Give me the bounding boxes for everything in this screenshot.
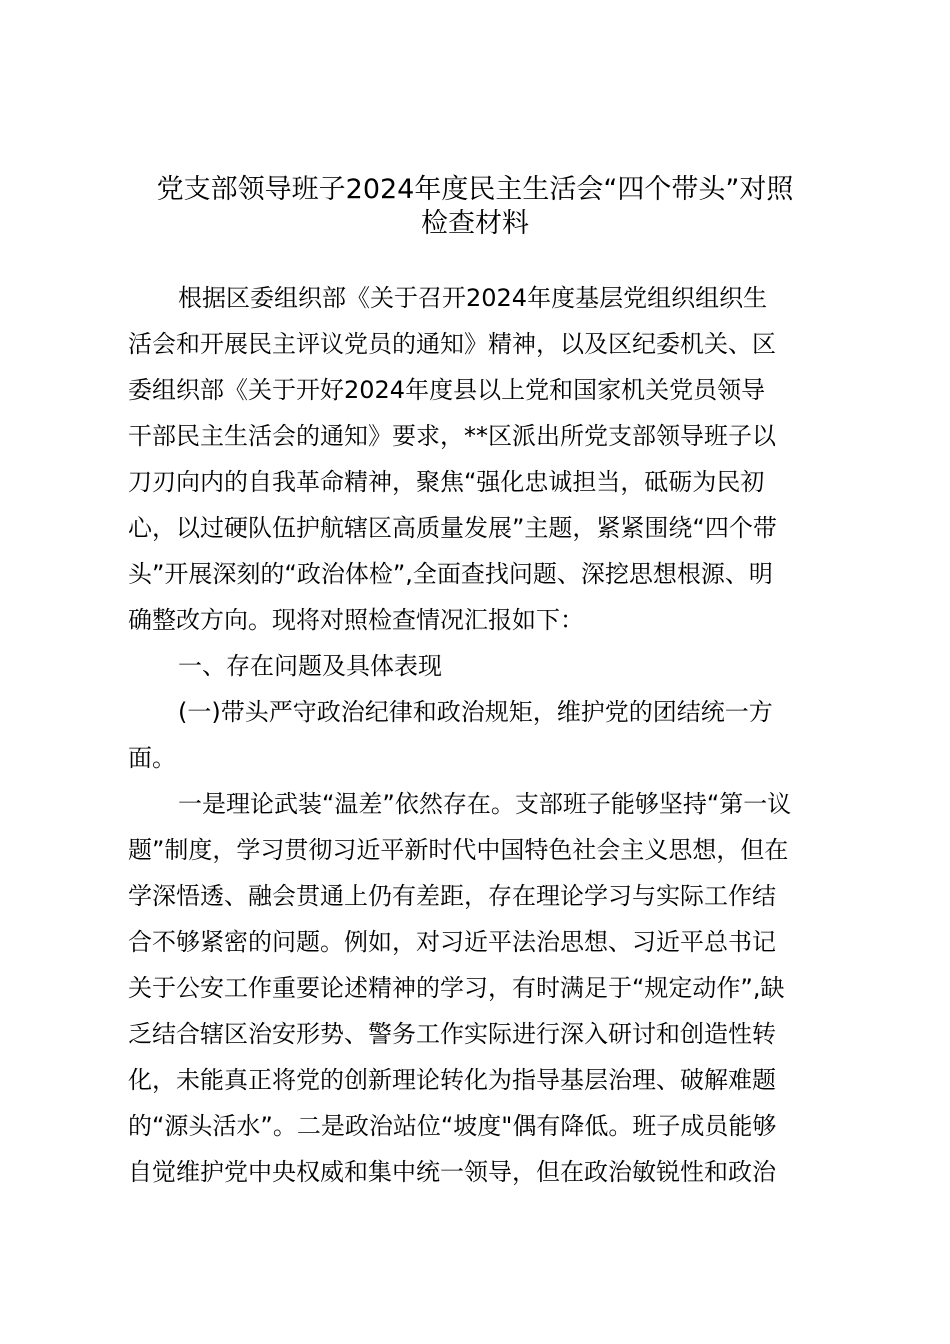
section-heading: 一、存在问题及具体表现	[178, 652, 442, 680]
body-line: 学深悟透、融会贯通上仍有差距，存在理论学习与实际工作结	[128, 882, 776, 910]
body-line: 乏结合辖区治安形势、警务工作实际进行深入研讨和创造性转	[128, 1020, 776, 1048]
body-line: 委组织部《关于开好2024年度县以上党和国家机关党员领导	[128, 376, 766, 404]
body-line: 活会和开展民主评议党员的通知》精神，以及区纪委机关、区	[128, 330, 776, 358]
body-line: 化，未能真正将党的创新理论转化为指导基层治理、破解难题	[128, 1066, 776, 1094]
body-line: 合不够紧密的问题。例如，对习近平法治思想、习近平总书记	[128, 928, 776, 956]
body-line: 自觉维护党中央权威和集中统一领导，但在政治敏锐性和政治	[128, 1158, 776, 1186]
document-title-line-1: 党支部领导班子2024年度民主生活会“四个带头”对照	[156, 174, 794, 205]
body-line: 关于公安工作重要论述精神的学习，有时满足于“规定动作”,缺	[128, 974, 785, 1002]
document-title-line-2: 检查材料	[421, 208, 529, 239]
body-line: 一是理论武装“温差”依然存在。支部班子能够坚持“第一议	[178, 790, 792, 818]
body-line: 干部民主生活会的通知》要求，**区派出所党支部领导班子以	[128, 422, 776, 450]
body-line: 的“源头活水”。二是政治站位“坡度"偶有降低。班子成员能够	[128, 1112, 777, 1140]
body-line: 头”开展深刻的“政治体检”,全面查找问题、深挖思想根源、明	[128, 560, 773, 588]
body-line: 刀刃向内的自我革命精神，聚焦“强化忠诚担当，砥砺为民初	[128, 468, 765, 496]
subsection-heading: (一)带头严守政治纪律和政治规矩，维护党的团结统一方	[178, 698, 773, 726]
body-line: 根据区委组织部《关于召开2024年度基层党组织组织生	[178, 284, 768, 312]
body-line: 确整改方向。现将对照检查情况汇报如下：	[128, 606, 584, 634]
subsection-heading-continued: 面。	[128, 744, 176, 772]
body-line: 心，以过硬队伍护航辖区高质量发展”主题，紧紧围绕“四个带	[128, 514, 777, 542]
body-line: 题”制度，学习贯彻习近平新时代中国特色社会主义思想，但在	[128, 836, 789, 864]
